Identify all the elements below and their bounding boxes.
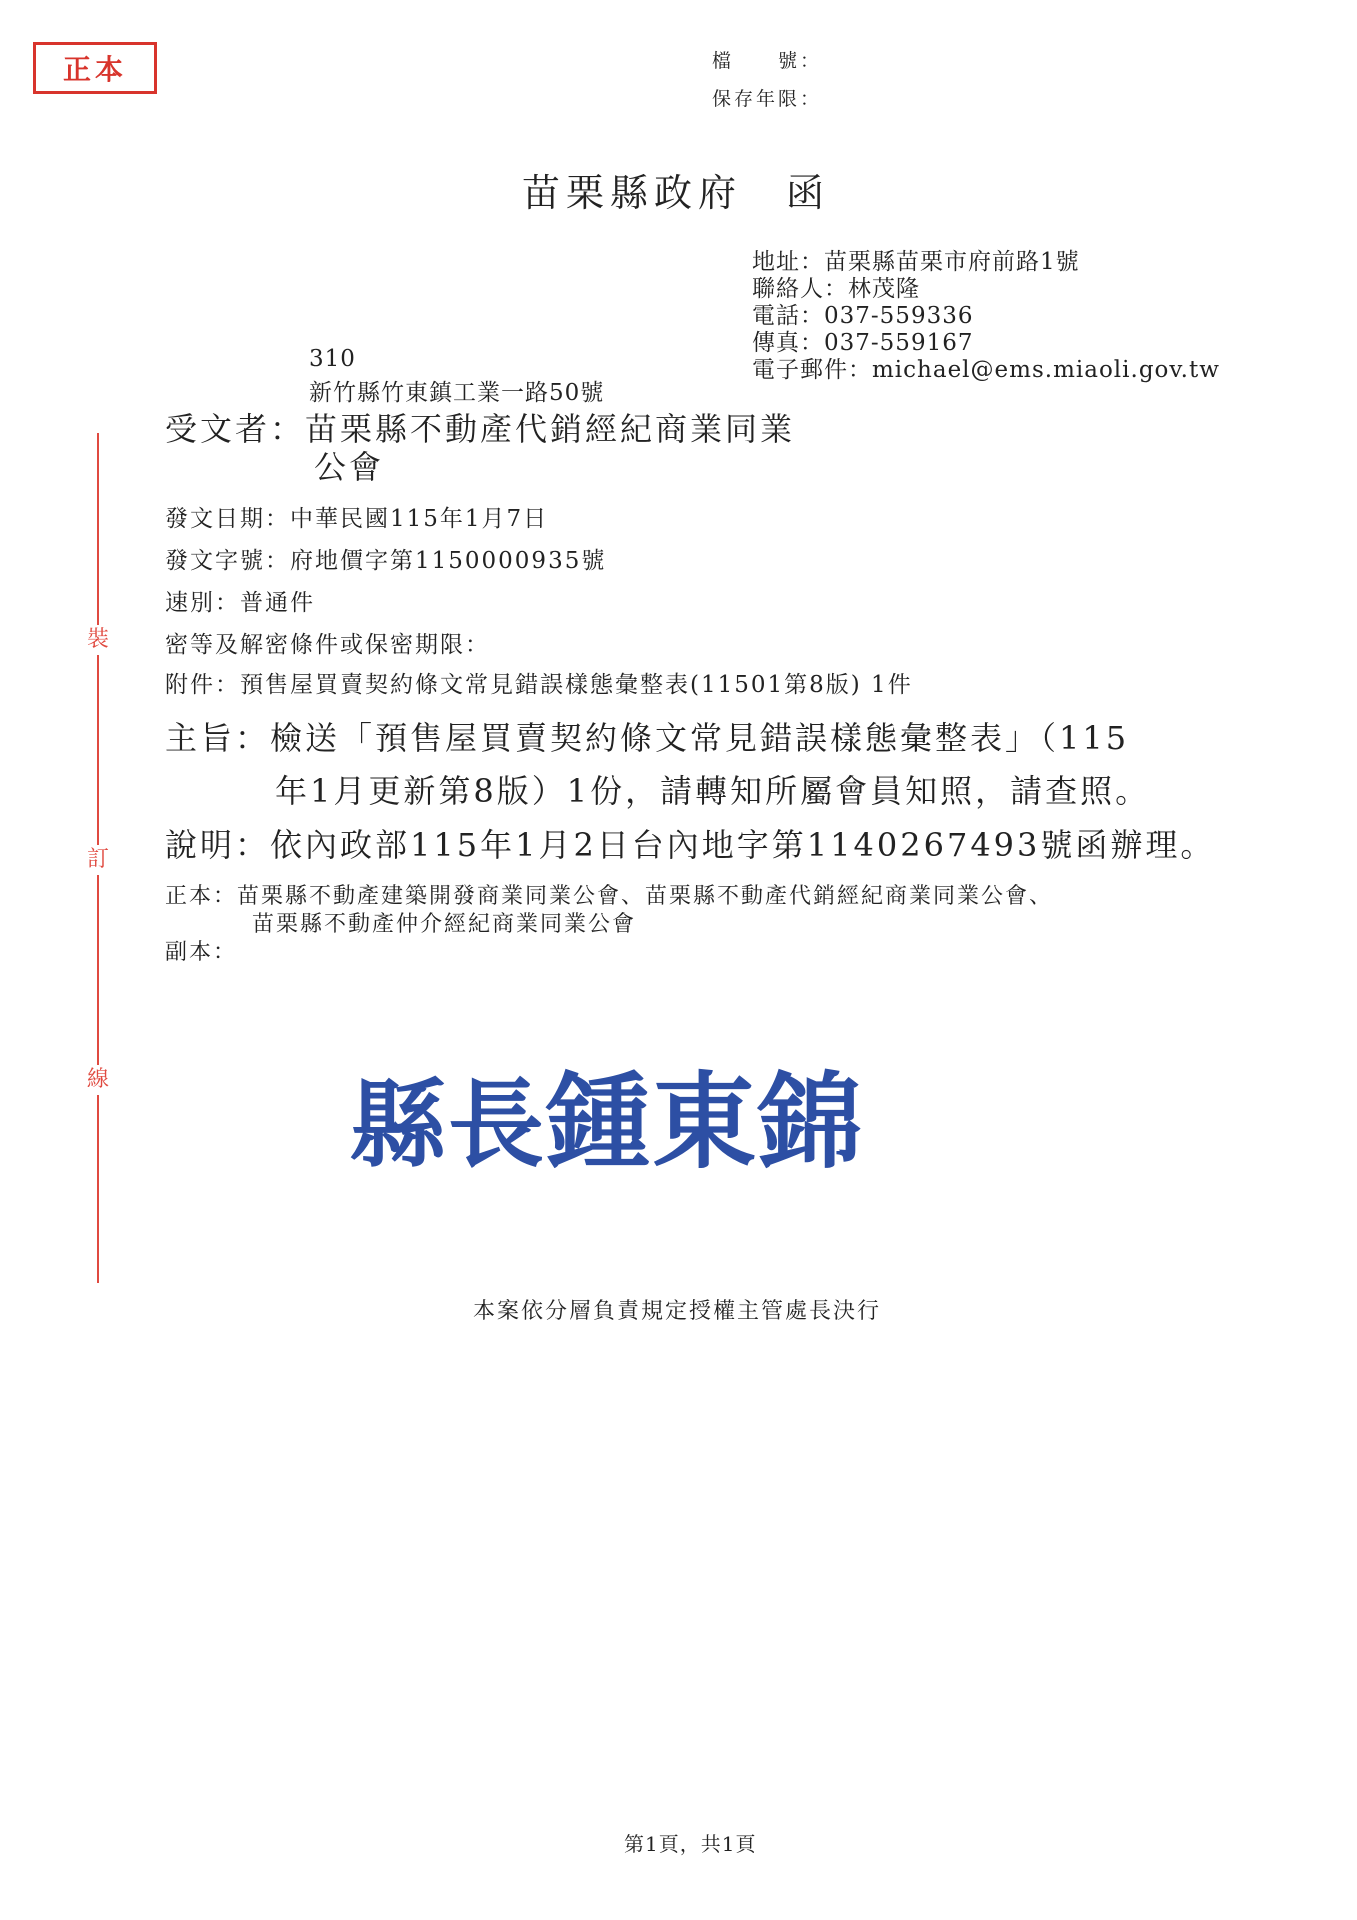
contact-fax: 傳真：037-559167 xyxy=(752,330,974,356)
subject-line-2: 年1月更新第8版）1份，請轉知所屬會員知照，請查照。 xyxy=(275,772,1151,810)
original-recipients-line-2: 苗栗縣不動產仲介經紀商業同業公會 xyxy=(252,912,637,937)
mayor-seal-name: 鍾東錦 xyxy=(546,1060,865,1183)
contact-address: 地址：苗栗縣苗栗市府前路1號 xyxy=(752,249,1080,275)
original-copy-stamp: 正本 xyxy=(33,42,157,94)
recipient-postal-code: 310 xyxy=(309,346,356,372)
recipient-street-address: 新竹縣竹東鎮工業一路50號 xyxy=(309,380,605,406)
contact-phone: 電話：037-559336 xyxy=(752,303,974,329)
delivery-speed: 速別：普通件 xyxy=(165,590,315,616)
file-number-label: 檔 號： xyxy=(712,50,823,72)
recipient xyxy=(165,410,795,486)
binding-mark-3: 線 xyxy=(82,1065,114,1095)
explanation: 說明：依內政部115年1月2日台內地字第1140267493號函辦理。 xyxy=(165,826,1216,864)
subject-line-1: 主旨：檢送「預售屋買賣契約條文常見錯誤樣態彙整表」（115 xyxy=(165,719,1130,757)
binding-mark-2: 訂 xyxy=(82,845,114,875)
recipient-line-2: 公會 xyxy=(314,448,385,486)
confidentiality-level: 密等及解密條件或保密期限： xyxy=(165,632,490,658)
issue-date: 發文日期：中華民國115年1月7日 xyxy=(165,506,549,532)
contact-email: 電子郵件：michael@ems.miaoli.gov.tw xyxy=(752,357,1220,383)
mayor-seal-title: 縣長 xyxy=(350,1068,546,1181)
mayor-seal xyxy=(350,1052,930,1192)
carbon-copy-label: 副本： xyxy=(165,940,238,965)
delegation-note: 本案依分層負責規定授權主管處長決行 xyxy=(473,1299,882,1324)
original-recipients-line-1: 正本：苗栗縣不動產建築開發商業同業公會、苗栗縣不動產代銷經紀商業同業公會、 xyxy=(165,884,1054,909)
document-title: 苗栗縣政府 函 xyxy=(522,171,831,215)
retention-period-label: 保存年限： xyxy=(712,88,823,110)
recipient-line-1: 受文者：苗栗縣不動產代銷經紀商業同業 xyxy=(165,410,796,448)
page-number: 第1頁，共1頁 xyxy=(624,1832,757,1856)
attachment: 附件：預售屋買賣契約條文常見錯誤樣態彙整表(11501第8版) 1件 xyxy=(165,672,913,698)
binding-mark-1: 裝 xyxy=(82,625,114,655)
contact-person: 聯絡人：林茂隆 xyxy=(752,276,920,302)
document-number: 發文字號：府地價字第1150000935號 xyxy=(165,548,607,574)
